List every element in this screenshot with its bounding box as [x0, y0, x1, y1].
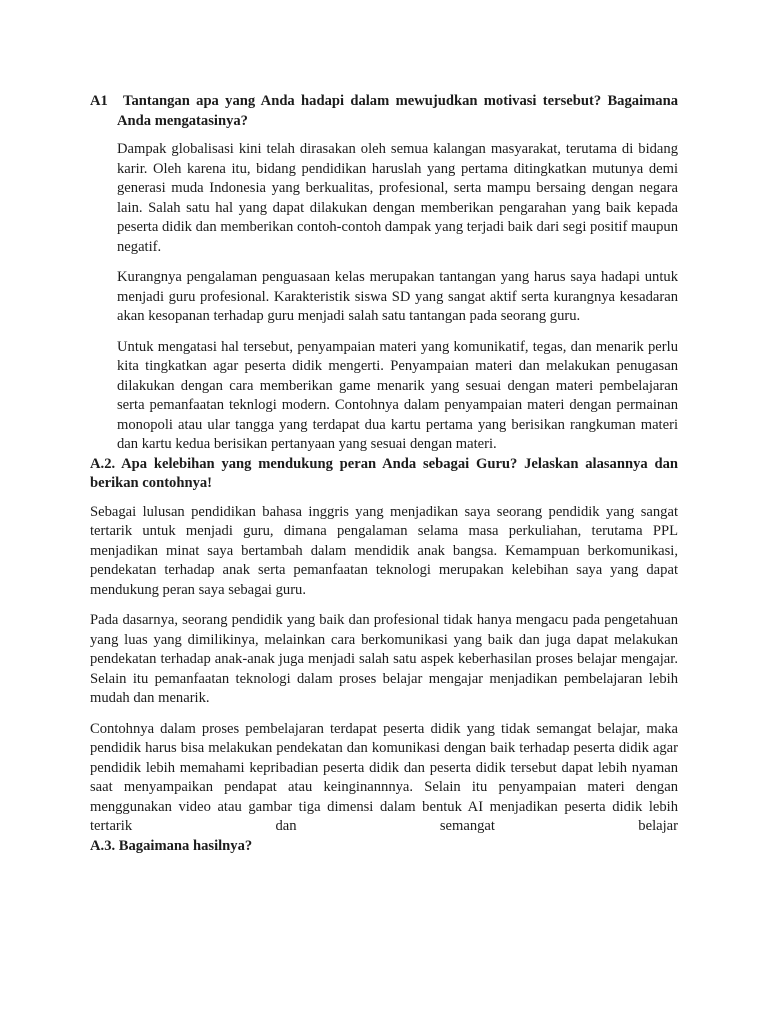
a2-paragraph-3: Contohnya dalam proses pembelajaran terdapat peserta didik yang tidak semangat belajar, maka pendidik harus bisa melakukan pendekatan dan komunikasi dengan baik terhadap peserta didik agar pendidik lebih memahami kepribadian peserta didik dan peserta didik tersebut dapat lebih nyaman saat menyampaikan pendapat atau keinginannnya. Selain itu penyampaian materi dengan menggunakan video atau gambar tiga dimensi dalam bentuk AI menjadikan peserta didik lebih tertarik dan semangat belajar: [90, 720, 678, 834]
question-a1-heading: [90, 92, 678, 131]
a1-paragraph-2: Kurangnya pengalaman penguasaan kelas merupakan tantangan yang harus saya hadapi untuk menjadi guru profesional. Karakteristik siswa SD yang sangat aktif serta kurangnya kesadaran akan kesopanan terhadap guru menjadi salah satu tantangan pada seorang guru.: [117, 269, 678, 324]
question-a2-heading: A.2. Apa kelebihan yang mendukung peran Anda sebagai Guru? Jelaskan alasannya dan berikan contohnya!: [90, 455, 678, 491]
a2-paragraph-2: Pada dasarnya, seorang pendidik yang baik dan profesional tidak hanya mengacu pada pengetahuan yang luas yang dimilikinya, melainkan cara berkomunikasi yang baik dan juga dapat melakukan pendekatan terhadap anak-anak juga menjadi salah satu aspek keberhasilan proses belajar mengajar. Selain itu pemanfaatan teknologi dalam proses belajar mengajar menjadikan pembelajaran lebih mudah dan menarik.: [90, 612, 678, 706]
a1-paragraph-3: Untuk mengatasi hal tersebut, penyampaian materi yang komunikatif, tegas, dan menarik perlu kita tingkatkan agar peserta didik mengerti. Penyampaian materi dan melakukan penugasan dilakukan dengan cara memberikan game menarik yang sesuai dengan materi pembelajaran serta pemanfaatan teknlogi modern. Contohnya dalam penyampaian materi dengan permainan monopoli atau ular tangga yang terdapat dua kartu pertama yang berisikan rangkuman materi dan kartu kedua berisikan pertanyaan yang sesuai dengan materi.: [117, 338, 678, 452]
a1-paragraph-1: Dampak globalisasi kini telah dirasakan oleh semua kalangan masyarakat, terutama di bidang karir. Oleh karena itu, bidang pendidikan haruslah yang pertama ditingkatkan mutunya demi generasi muda Indonesia yang berkualitas, profesional, serta mampu bersaing dengan negara lain. Salah satu hal yang dapat dilakukan dengan memberikan pengarahan yang baik kepada peserta didik dan memberikan contoh-contoh dampak yang terjadi baik dari segi positif maupun negatif.: [117, 141, 678, 255]
a2-paragraph-1: Sebagai lulusan pendidikan bahasa inggris yang menjadikan saya seorang pendidik yang sangat tertarik untuk menjadi guru, dimana pengalaman selama masa perkuliahan, terutama PPL menjadikan minat saya bertambah dalam mendidik anak bangsa. Kemampuan berkomunikasi, pendekatan terhadap anak serta pemanfaatan teknologi merupakan kelebihan saya yang dapat mendukung peran saya sebagai guru.: [90, 503, 678, 598]
question-a3-heading: A.3. Bagaimana hasilnya?: [90, 837, 253, 854]
document-page: [90, 92, 678, 856]
question-a1-number: A1: [90, 93, 108, 109]
question-a1-text: Tantangan apa yang Anda hadapi dalam mewujudkan motivasi tersebut? Bagaimana Anda mengatasinya?: [117, 93, 678, 129]
